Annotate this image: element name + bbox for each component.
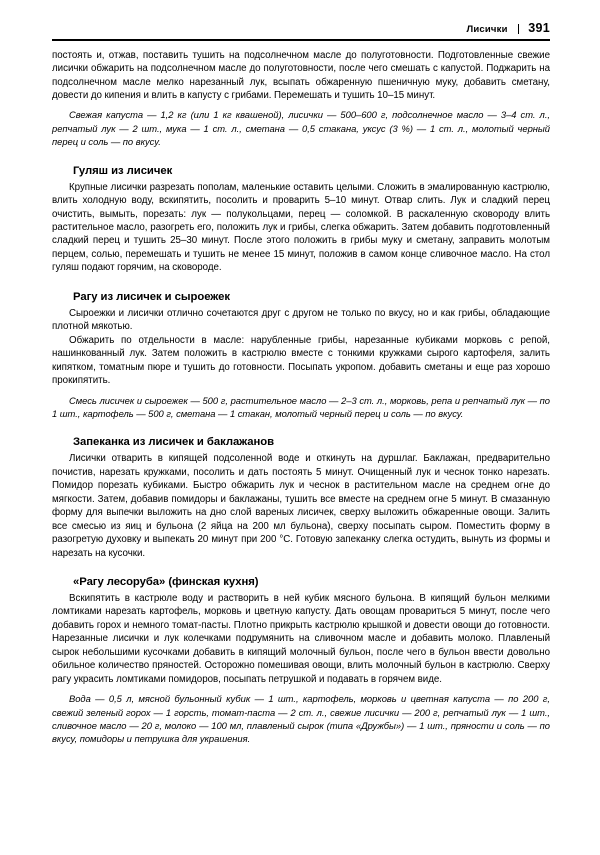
paragraph-ragu-lesoruba-method: Вскипятить в кастрюле воду и растворить в ней кубик мясного бульона. В кипящий бульон мелкими ломтиками нарезать картофель, морковь и цветную капусту. Дать овощам провариться 5 минут, после чего добавить горох и немного томат-пасты. Плотно прикрыть кастрюлю крышкой и довести овощи до готовности. Нарезанные лисички и лук колечками подрумянить на сливочном масле и добавить молоко. Плавленый сырок небольшими кусочками добавить в кипящий молочный бульон, после чего в бульон ввести довольно обильное количество пряностей. Осторожно помешивая овощи, влить молочный бульон в кастрюлю. Сверху рагу украсить ломтиками помидоров, посыпать петрушкой и подавать в горячем виде. [52, 592, 550, 685]
running-head-separator [518, 24, 520, 34]
paragraph-gulyash-method: Крупные лисички разрезать пополам, маленькие оставить целыми. Сложить в эмалированную кастрюлю, влить холодную воду, вскипятить, посолить и проварить 5–10 минут. Отвар слить. Лук и сладкий перец очистить, вымыть, порезать: лук — полукольцами, перец — соломкой. В раскаленную сковороду влить растительное масло, разогреть его, положить лук и грибы, слегка обжарить. Затем добавить подготовленный сладкий перец и тушить 25–30 минут. После этого положить в грибы муку и сметану, заправить молотым перцем, солью, перемешать и тушить не менее 15 минут, положив в самом конце сливочное масло. На стол гуляш подают горячим, на сковороде. [52, 181, 550, 274]
running-head-title: Лисички [466, 24, 508, 35]
running-head [52, 22, 550, 34]
recipe-heading-ragu-lesoruba: «Рагу лесоруба» (финская кухня) [73, 575, 259, 588]
paragraph-ragu-method: Обжарить по отдельности в масле: нарубленные грибы, нарезанные кубиками морковь с репой, нашинкованный лук. Затем положить в кастрюлю вместе с тонкими кружками сырого картофеля, залить кипятком, томатным пюре и тушить до готовности. Посыпать укропом. добавить сметаны и еще раз хорошо прокипятить. [52, 334, 550, 387]
recipe-heading-gulyash: Гуляш из лисичек [73, 164, 173, 177]
page-number: 391 [528, 21, 550, 35]
paragraph-cabbage-stew-continued: постоять и, отжав, поставить тушить на подсолнечном масле до полуготовности. Подготовленные свежие лисички обжарить на подсолнечном масле до полуготовности, после чего смешать с капустой. Поджарить на подсолнечном масле мелко нарезанный лук, всыпать обжаренную пшеничную муку, добавить сметану, довести до кипения и влить в капусту с грибами. Перемешать и тушить 10–15 минут. [52, 49, 550, 101]
ingredients-ragu-lesoruba: Вода — 0,5 л, мясной бульонный кубик — 1 шт., картофель, морковь и цветная капуста — по 200 г, свежий зеленый горох — 1 горсть, томат-паста — 2 ст. л., свежие лисички — 200 г, репчатый лук — 1 шт., сливочное масло — 20 г, молоко — 100 мл, плавленый сырок (типа «Дружбы») — 1 шт., пряности и соль — по вкусу, помидоры и петрушка для украшения. [52, 693, 550, 745]
text-flow [52, 49, 550, 746]
page-content [52, 22, 550, 746]
recipe-heading-ragu-lisichek-syroezhek: Рагу из лисичек и сыроежек [73, 290, 230, 303]
paragraph-ragu-intro: Сыроежки и лисички отлично сочетаются друг с другом не только по вкусу, но и как грибы, обладающие плотной мякотью. [52, 307, 550, 333]
ingredients-cabbage-stew: Свежая капуста — 1,2 кг (или 1 кг квашеной), лисички — 500–600 г, подсолнечное масло — 3–4 ст. л., репчатый лук — 2 шт., мука — 1 ст. л., сметана — 0,5 стакана, уксус (3 %) — 1 ст. л., молотый черный перец и соль — по вкусу. [52, 109, 550, 148]
recipe-heading-zapekanka: Запеканка из лисичек и баклажанов [73, 436, 275, 449]
header-rule [52, 39, 550, 41]
paragraph-zapekanka-method: Лисички отварить в кипящей подсоленной воде и откинуть на дуршлаг. Баклажан, предварительно почистив, нарезать кружками, посолить и дать постоять 5 минут. Очищенный лук и чеснок тонко нарезать. Помидор порезать кубиками. Быстро обжарить лук и чеснок в растительном масле на среднем огне до мягкости. Затем, добавив помидоры и баклажаны, тушить все вместе на среднем огне 5 минут. В смазанную форму для выпечки выложить на дно слой вареных лисичек, сверху выложить обжаренные овощи. Залить все смесью из яиц и бульона (2 яйца на 200 мл бульона), сверху посыпать сыром. Поместить форму в разогретую духовку и выпекать 20 минут при 200 °C. Готовую запеканку слегка остудить, вынуть из формы и нарезать на кусочки. [52, 453, 550, 559]
ingredients-ragu: Смесь лисичек и сыроежек — 500 г, растительное масло — 2–3 ст. л., морковь, репа и репчатый лук — по 1 шт., картофель — 500 г, сметана — 1 стакан, молотый черный перец и соль — по вкусу. [52, 394, 550, 419]
